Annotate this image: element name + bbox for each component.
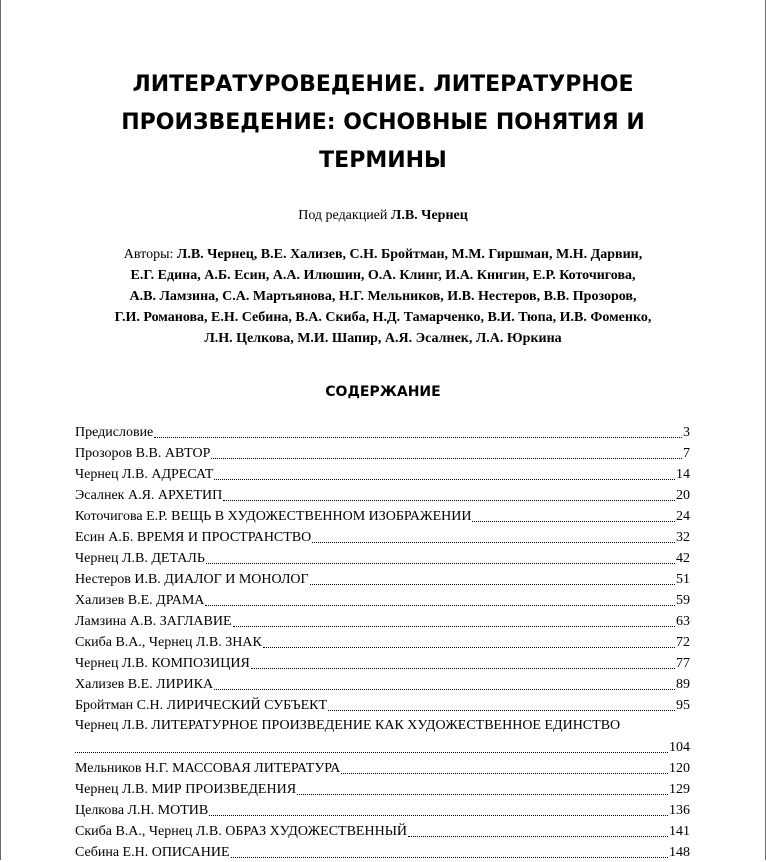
toc-entry-label: Ламзина А.В. ЗАГЛАВИЕ (75, 614, 232, 629)
dot-leader (214, 479, 675, 480)
dot-leader (75, 752, 668, 753)
toc-entry-page: 72 (676, 635, 690, 650)
toc-entry-page: 42 (676, 551, 690, 566)
dot-leader (209, 815, 668, 816)
authors-prefix: Авторы: (123, 247, 174, 262)
dot-leader (214, 689, 675, 690)
toc-entry[interactable] (75, 652, 690, 673)
toc-entry-page: 7 (683, 446, 690, 461)
dot-leader (408, 836, 668, 837)
toc-entry-page: 136 (669, 803, 690, 818)
document-title (0, 66, 766, 180)
title-line: ЛИТЕРАТУРОВЕДЕНИЕ. ЛИТЕРАТУРНОЕ (132, 72, 634, 97)
toc-entry-page: 148 (669, 845, 690, 860)
toc-entry-label: Нестеров И.В. ДИАЛОГ И МОНОЛОГ (75, 572, 309, 587)
toc-entry-label: Себина Е.Н. ОПИСАНИЕ (75, 845, 230, 860)
toc-entry[interactable] (75, 484, 690, 505)
toc-entry-label: Чернец Л.В. МИР ПРОИЗВЕДЕНИЯ (75, 782, 297, 797)
toc-entry-page: 104 (669, 740, 690, 755)
editor-line (0, 207, 766, 225)
toc-entry-label: Прозоров В.В. АВТОР (75, 446, 211, 461)
toc-entry-label: Есин А.Б. ВРЕМЯ И ПРОСТРАНСТВО (75, 530, 312, 545)
toc-entry-label: Эсалнек А.Я. АРХЕТИП (75, 488, 223, 503)
toc-entry[interactable] (75, 442, 690, 463)
toc-entry[interactable] (75, 526, 690, 547)
dot-leader (472, 521, 675, 522)
toc-entry-page: 3 (683, 425, 690, 440)
toc-entry[interactable] (75, 421, 690, 442)
toc-entry-label: Хализев В.Е. ЛИРИКА (75, 677, 214, 692)
toc-entry[interactable] (75, 463, 690, 484)
toc-entry[interactable] (75, 610, 690, 631)
editor-name: Л.В. Чернец (390, 208, 468, 223)
authors-line: Л.В. Чернец, В.Е. Хализев, С.Н. Бройтман, М.М. Гиршман, М.Н. Дарвин, (176, 247, 643, 262)
toc-entry[interactable] (75, 568, 690, 589)
authors-line: Г.И. Романова, Е.Н. Себина, В.А. Скиба, Н.Д. Тамарченко, В.И. Тюпа, И.В. Фоменко, (114, 310, 652, 325)
authors-block (70, 244, 696, 349)
toc-entry-label: Чернец Л.В. АДРЕСАТ (75, 467, 214, 482)
toc-entry[interactable] (75, 694, 690, 715)
toc-entry-label: Целкова Л.Н. МОТИВ (75, 803, 209, 818)
toc-entry-page: 63 (676, 614, 690, 629)
toc-entry-page: 24 (676, 509, 690, 524)
toc-entry-label: Скиба В.А., Чернец Л.В. ЗНАК (75, 635, 262, 650)
dot-leader (297, 794, 668, 795)
toc-entry-page: 77 (676, 656, 690, 671)
toc-entry-label: Предисловие (75, 425, 154, 440)
toc-entry-label: Чернец Л.В. ЛИТЕРАТУРНОЕ ПРОИЗВЕДЕНИЕ КАК ХУДОЖЕСТВЕННОЕ ЕДИНСТВО (75, 718, 621, 733)
table-of-contents (75, 421, 690, 862)
dot-leader (341, 773, 668, 774)
dot-leader (251, 668, 675, 669)
toc-entry[interactable] (75, 820, 690, 841)
toc-entry-page: 129 (669, 782, 690, 797)
toc-entry-label: Мельников Н.Г. МАССОВАЯ ЛИТЕРАТУРА (75, 761, 341, 776)
dot-leader (312, 542, 675, 543)
dot-leader (206, 563, 675, 564)
dot-leader (310, 584, 675, 585)
toc-entry-label: Скиба В.А., Чернец Л.В. ОБРАЗ ХУДОЖЕСТВЕННЫЙ (75, 824, 408, 839)
toc-entry[interactable] (75, 757, 690, 778)
authors-line: Л.Н. Целкова, М.И. Шапир, А.Я. Эсалнек, Л.А. Юркина (204, 331, 562, 346)
toc-entry-page: 89 (676, 677, 690, 692)
toc-entry[interactable] (75, 631, 690, 652)
toc-entry[interactable] (75, 841, 690, 862)
toc-entry-page: 51 (676, 572, 690, 587)
toc-entry-label: Хализев В.Е. ДРАМА (75, 593, 205, 608)
toc-entry-page: 95 (676, 698, 690, 713)
toc-entry[interactable] (75, 778, 690, 799)
dot-leader (328, 710, 675, 711)
toc-entry-label: Бройтман С.Н. ЛИРИЧЕСКИЙ СУБЪЕКТ (75, 698, 328, 713)
toc-entry[interactable] (75, 673, 690, 694)
toc-entry-page: 59 (676, 593, 690, 608)
dot-leader (205, 605, 675, 606)
toc-entry-page: 14 (676, 467, 690, 482)
editor-prefix: Под редакцией (298, 208, 388, 223)
toc-entry-page: 141 (669, 824, 690, 839)
authors-line: Е.Г. Едина, А.Б. Есин, А.А. Илюшин, О.А. Клинг, И.А. Книгин, Е.Р. Коточигова, (130, 268, 636, 283)
dot-leader (233, 626, 675, 627)
toc-entry-label: Коточигова Е.Р. ВЕЩЬ В ХУДОЖЕСТВЕННОМ ИЗОБРАЖЕНИИ (75, 509, 472, 524)
toc-entry-page: 120 (669, 761, 690, 776)
dot-leader (263, 647, 675, 648)
dot-leader (223, 500, 675, 501)
dot-leader (211, 458, 682, 459)
toc-entry[interactable] (75, 715, 690, 757)
toc-entry[interactable] (75, 799, 690, 820)
toc-entry-label: Чернец Л.В. ДЕТАЛЬ (75, 551, 205, 566)
dot-leader (154, 437, 682, 438)
authors-line: А.В. Ламзина, С.А. Мартьянова, Н.Г. Мельников, И.В. Нестеров, В.В. Прозоров, (129, 289, 637, 304)
toc-entry[interactable] (75, 547, 690, 568)
toc-entry[interactable] (75, 589, 690, 610)
title-line: ТЕРМИНЫ (319, 148, 447, 173)
toc-entry-label: Чернец Л.В. КОМПОЗИЦИЯ (75, 656, 250, 671)
dot-leader (231, 857, 668, 858)
contents-heading: СОДЕРЖАНИЕ (325, 384, 441, 400)
toc-entry-page: 20 (676, 488, 690, 503)
toc-entry[interactable] (75, 505, 690, 526)
title-line: ПРОИЗВЕДЕНИЕ: ОСНОВНЫЕ ПОНЯТИЯ И (121, 110, 645, 135)
toc-entry-page: 32 (676, 530, 690, 545)
